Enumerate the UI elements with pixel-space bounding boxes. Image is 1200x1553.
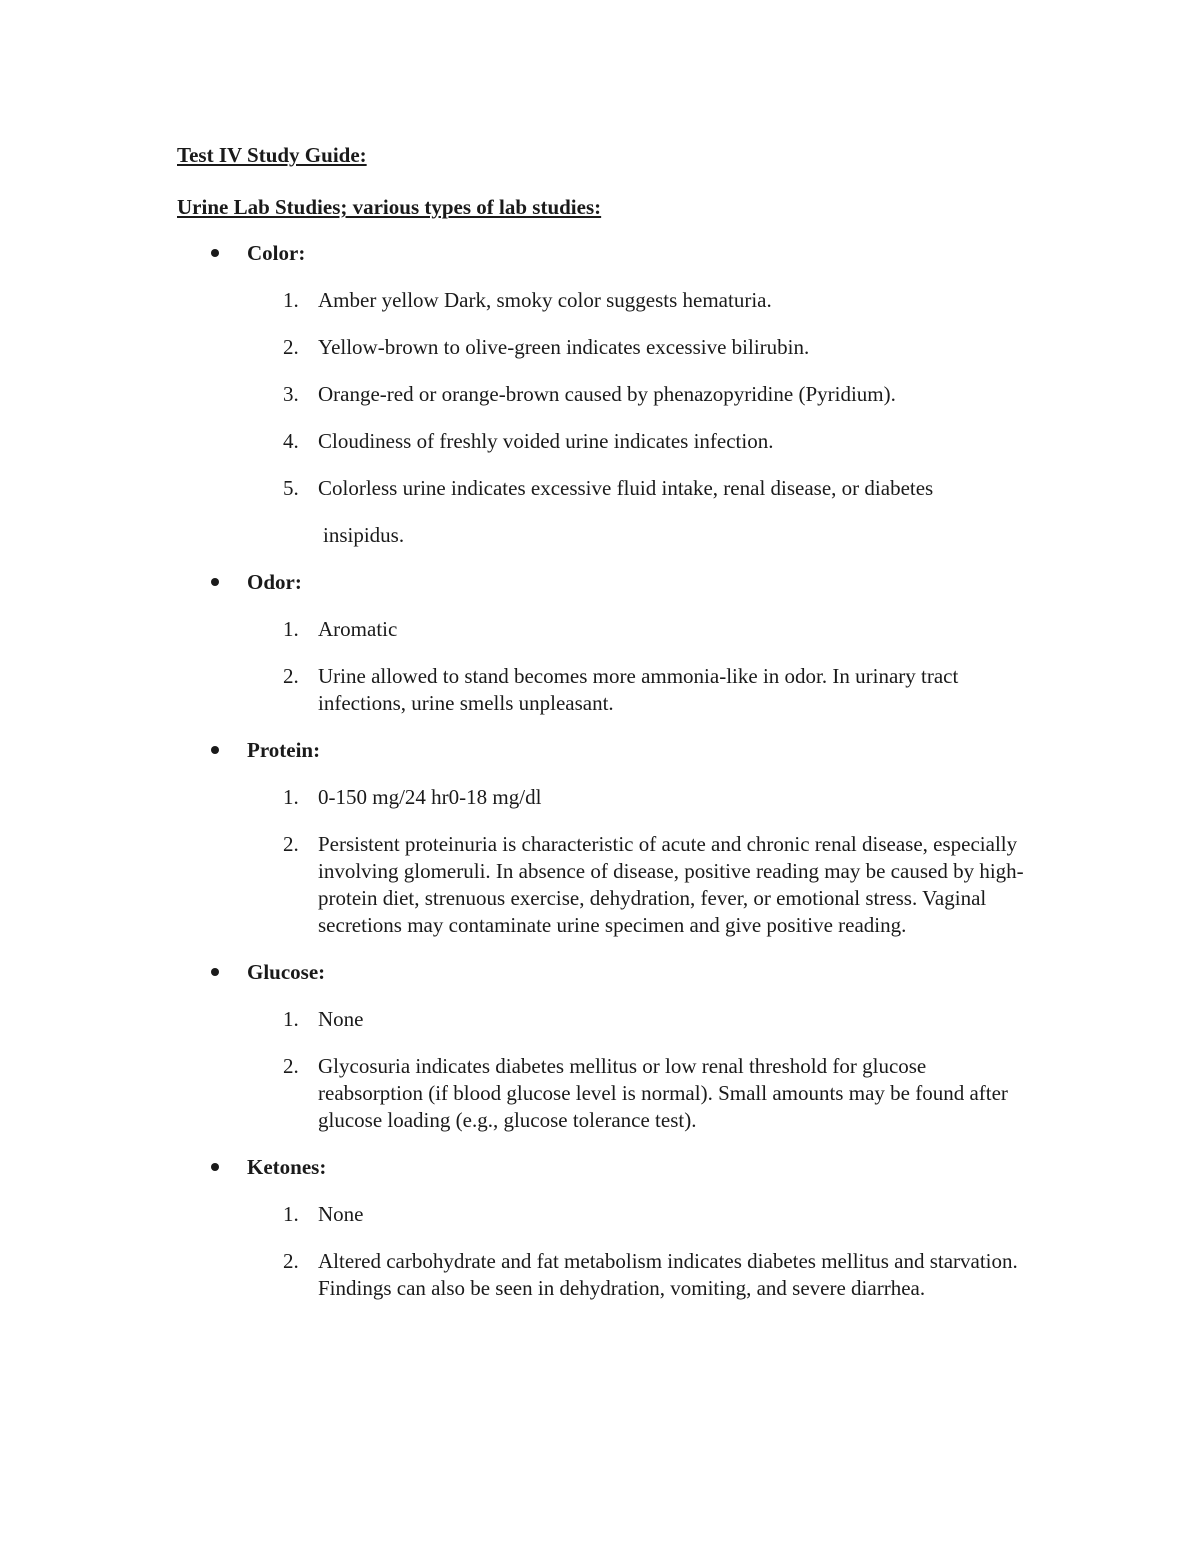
item-text: 0-150 mg/24 hr0-18 mg/dl [318, 785, 542, 809]
section-ketones [0, 1154, 1200, 1302]
item-text: Urine allowed to stand becomes more ammonia-like in odor. In urinary tract infections, urine smells unpleasant. [318, 664, 959, 715]
item-text: Aromatic [318, 617, 398, 641]
section-label: Glucose: [247, 960, 326, 984]
item-number: 5. [283, 476, 299, 500]
section-color [0, 240, 1200, 549]
document-title: Test IV Study Guide: [177, 143, 367, 167]
item-text: Persistent proteinuria is characteristic of acute and chronic renal disease, especially involving glomeruli. In absence of disease, positive reading may be caused by high-protein diet, strenuous exercise, dehydration, fever, or emotional stress. Vaginal secretions may contaminate urine specimen and give positive reading. [318, 832, 1024, 937]
section-heading [0, 240, 1200, 270]
item-number: 1. [283, 785, 299, 809]
list-item [0, 381, 1200, 408]
item-text: Glycosuria indicates diabetes mellitus or low renal threshold for glucose reabsorption (if blood glucose level is normal). Small amounts may be found after glucose loading (e.g., glucose tolerance test). [318, 1054, 1008, 1132]
item-text: Altered carbohydrate and fat metabolism indicates diabetes mellitus and starvation. Findings can also be seen in dehydration, vomiting, and severe diarrhea. [318, 1249, 1018, 1300]
item-text-continuation: insipidus. [323, 523, 405, 547]
section-heading [0, 737, 1200, 767]
bullet-icon [211, 578, 219, 586]
bullet-icon [211, 746, 219, 754]
section-label: Ketones: [247, 1155, 327, 1179]
list-item [0, 1006, 1200, 1033]
item-number: 2. [283, 1054, 299, 1078]
item-number: 1. [283, 288, 299, 312]
item-number: 2. [283, 335, 299, 359]
document-subtitle: Urine Lab Studies; various types of lab studies: [177, 195, 602, 219]
item-text: None [318, 1202, 364, 1226]
item-text: None [318, 1007, 364, 1031]
bullet-icon [211, 1163, 219, 1171]
item-number: 1. [283, 1202, 299, 1226]
section-protein [0, 737, 1200, 939]
section-label: Protein: [247, 738, 321, 762]
item-text: Orange-red or orange-brown caused by phenazopyridine (Pyridium). [318, 382, 896, 406]
list-item [0, 287, 1200, 314]
list-item [0, 334, 1200, 361]
study-guide-content [0, 240, 1200, 1322]
bullet-icon [211, 968, 219, 976]
item-number: 1. [283, 617, 299, 641]
item-number: 4. [283, 429, 299, 453]
item-text: Yellow-brown to olive-green indicates excessive bilirubin. [318, 335, 810, 359]
list-item [0, 1053, 1200, 1134]
item-number: 2. [283, 1249, 299, 1273]
section-odor [0, 569, 1200, 717]
section-heading [0, 959, 1200, 989]
list-item [0, 663, 1200, 717]
list-item [0, 831, 1200, 939]
section-heading [0, 569, 1200, 599]
item-number: 2. [283, 664, 299, 688]
list-item [0, 616, 1200, 643]
item-number: 2. [283, 832, 299, 856]
list-item [0, 1248, 1200, 1302]
list-item [0, 475, 1200, 549]
item-number: 1. [283, 1007, 299, 1031]
list-item [0, 1201, 1200, 1228]
item-text: Cloudiness of freshly voided urine indicates infection. [318, 429, 774, 453]
section-glucose [0, 959, 1200, 1134]
item-text: Colorless urine indicates excessive fluid intake, renal disease, or diabetes [318, 476, 934, 500]
section-heading [0, 1154, 1200, 1184]
item-number: 3. [283, 382, 299, 406]
bullet-icon [211, 249, 219, 257]
section-label: Odor: [247, 570, 302, 594]
item-text: Amber yellow Dark, smoky color suggests hematuria. [318, 288, 772, 312]
list-item [0, 784, 1200, 811]
list-item [0, 428, 1200, 455]
section-label: Color: [247, 241, 306, 265]
